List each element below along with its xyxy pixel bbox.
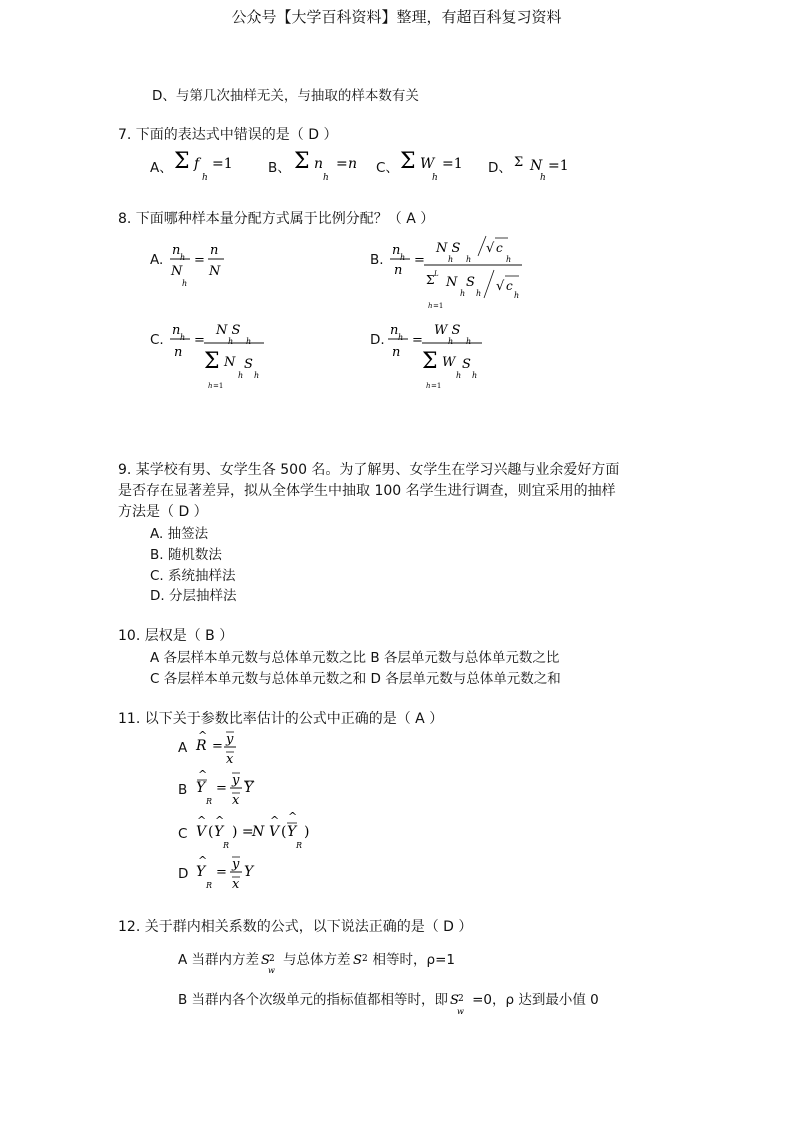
svg-text:=: = [194,333,205,348]
q8-a-label: A. [150,252,164,268]
q12-a-text3: 相等时，ρ=1 [372,952,456,968]
svg-text:h: h [180,333,186,342]
svg-text:=: = [414,253,425,268]
svg-text:): ) [304,824,310,840]
svg-text:y: y [232,773,240,788]
q12-a-text2: 与总体方差 [283,952,351,968]
svg-text:S: S [466,275,475,290]
svg-text:^: ^ [198,729,208,742]
svg-text:2: 2 [269,954,275,964]
svg-text:S: S [450,993,459,1008]
svg-text:^: ^ [198,854,208,867]
svg-text:=: = [212,739,223,754]
q11-d-formula [194,852,274,896]
svg-text:Σ: Σ [422,349,438,374]
svg-text:h: h [448,255,454,264]
q11-a-formula [194,728,254,770]
svg-text:=: = [216,865,227,880]
svg-text:N: N [446,275,458,290]
svg-text:Y: Y [196,780,206,796]
svg-text:N S: N S [216,323,241,338]
q8-b-label: B. [370,252,384,268]
svg-text:S: S [261,953,270,968]
svg-text:h: h [254,371,260,380]
svg-text:y: y [232,857,240,872]
svg-text:h: h [246,337,252,346]
svg-text:h: h [448,337,454,346]
svg-text:^: ^ [215,814,225,827]
svg-text:h: h [506,255,512,264]
q10-options-line2: C 各层样本单元数与总体单元数之和 D 各层单元数与总体单元数之和 [150,671,561,687]
svg-text:=1: =1 [213,382,224,390]
svg-text:h: h [400,253,406,262]
svg-text:=1: =1 [548,158,569,174]
q9-option-c: C. 系统抽样法 [150,568,236,584]
svg-text:h: h [180,253,186,262]
svg-text:h: h [398,333,404,342]
svg-text:Σ: Σ [294,149,310,174]
q12-b-sw2 [448,992,472,1016]
q11-d-label: D [178,866,189,882]
svg-text:x: x [232,877,240,892]
q11-stem: 11. 以下关于参数比率估计的公式中正确的是（ A ） [118,711,444,727]
svg-text:2: 2 [458,994,464,1004]
q7-stem: 7. 下面的表达式中错误的是（ D ） [118,127,338,143]
svg-text:R: R [206,797,213,806]
svg-text:√: √ [496,279,505,294]
svg-text:=1: =1 [442,156,463,172]
svg-text:h: h [466,337,472,346]
svg-text:h: h [476,289,482,298]
svg-text:V: V [269,824,280,840]
svg-text:=1: =1 [431,382,442,390]
svg-text:h: h [456,371,462,380]
svg-text:w: w [457,1007,464,1016]
svg-text:n: n [392,345,401,360]
q12-a-sw2 [259,952,283,974]
svg-text:h: h [323,173,329,183]
svg-text:Y: Y [287,824,297,840]
svg-text:h: h [460,289,466,298]
svg-text:h: h [540,173,546,183]
svg-text:R: R [196,738,207,754]
svg-text:^: ^ [270,814,280,827]
q12-stem: 12. 关于群内相关系数的公式，以下说法正确的是（ D ） [118,919,473,935]
q11-c-label: C [178,826,188,842]
q11-c-formula [194,812,324,854]
q7-b-label: B、 [268,160,291,176]
svg-text:h: h [228,337,234,346]
q9-stem-line1: 9. 某学校有男、女学生各 500 名。为了解男、女学生在学习兴趣与业余爱好方面 [118,462,620,478]
q7-a-label: A、 [150,160,173,176]
q8-d-label: D. [370,332,385,348]
q12-option-b [178,988,599,1016]
svg-text:h: h [182,279,188,288]
q9-option-d: D. 分层抽样法 [150,588,237,604]
svg-text:h: h [514,291,520,300]
q11-a-label: A [178,740,188,756]
q7-a-formula [172,148,242,184]
svg-text:S: S [244,357,253,372]
svg-text:h: h [472,371,478,380]
svg-text:W S: W S [434,323,461,338]
svg-text:(: ( [208,824,214,840]
q11-b-label: B [178,782,188,798]
svg-text:N: N [530,158,543,174]
q7-c-formula [398,148,478,184]
svg-text:n: n [172,323,181,338]
svg-text:h: h [202,173,208,183]
svg-text:2: 2 [361,954,368,964]
svg-text:S: S [352,953,362,967]
svg-text:h: h [238,371,244,380]
svg-text:N: N [224,355,236,370]
svg-text:h: h [428,302,433,310]
svg-text:W: W [442,355,456,370]
svg-text:n: n [172,243,181,258]
svg-text:c: c [496,241,503,255]
svg-text:n: n [394,263,403,278]
q8-a-formula [168,238,248,290]
svg-text:L: L [434,270,439,278]
svg-text:√: √ [486,241,495,256]
svg-text:(: ( [281,824,287,840]
q12-b-text2: =0，ρ 达到最小值 0 [472,992,599,1008]
q7-c-label: C、 [376,160,399,176]
svg-text:x: x [232,793,240,808]
svg-text:y: y [226,732,234,747]
q12-b-text1: B 当群内各个次级单元的指标值都相等时，即 [178,992,449,1008]
q10-options-line1: A 各层样本单元数与总体单元数之比 B 各层单元数与总体单元数之比 [150,650,560,666]
q8-c-formula [168,318,278,394]
svg-text:N S: N S [436,241,461,256]
svg-text:Σ: Σ [400,149,416,174]
q9-option-b: B. 随机数法 [150,547,222,563]
svg-text:R: R [206,881,213,890]
svg-text:Y: Y [244,780,254,796]
svg-text:n: n [392,243,401,258]
q8-d-formula [386,318,496,394]
q8-stem: 8. 下面哪种样本量分配方式属于比例分配？（ A ） [118,211,435,227]
svg-text:n: n [390,323,399,338]
page-header: 公众号【大学百科资料】整理，有超百科复习资料 [231,8,562,26]
svg-text:^: ^ [197,814,207,827]
svg-text:=: = [336,156,348,172]
svg-text:h: h [426,382,431,390]
q8-b-formula [388,232,538,312]
svg-text:=1: =1 [433,302,444,310]
svg-text:c: c [506,279,513,293]
svg-text:w: w [268,966,275,974]
q7-d-formula [510,148,590,184]
svg-text:h: h [208,382,213,390]
svg-text:N: N [171,264,183,279]
svg-text:N: N [252,824,265,840]
svg-text:n: n [314,156,324,172]
svg-text:N: N [209,264,221,279]
svg-text:f: f [194,156,200,172]
svg-text:=: = [216,781,227,796]
svg-text:=1: =1 [212,156,233,172]
svg-text:V: V [196,824,207,840]
svg-text:=: = [194,253,205,268]
q9-stem-line2: 是否存在显著差异，拟从全体学生中抽取 100 名学生进行调查，则宜采用的抽样 [118,483,616,499]
svg-text:n: n [174,345,183,360]
svg-text:R: R [296,841,303,850]
q10-stem: 10. 层权是（ B ） [118,628,234,644]
svg-text:^: ^ [288,812,298,823]
q7-b-formula [292,148,372,184]
q12-a-s2 [351,951,373,967]
svg-text:Y: Y [244,864,254,880]
svg-text:h: h [466,255,472,264]
svg-text:Σ: Σ [514,155,524,170]
svg-text:Y: Y [214,824,224,840]
svg-text:Σ: Σ [426,273,435,287]
svg-text:W: W [420,156,435,172]
q7-d-label: D、 [488,160,512,176]
svg-text:Σ: Σ [174,149,190,174]
q9-stem-line3: 方法是（ D ） [118,504,208,520]
q8-c-label: C. [150,332,164,348]
q7-options [150,148,590,184]
svg-text:h: h [432,173,438,183]
q6-option-d: D、与第几次抽样无关，与抽取的样本数有关 [152,88,419,104]
q12-a-text1: A 当群内方差 [178,952,260,968]
svg-text:n: n [210,243,219,258]
q9-option-a: A. 抽签法 [150,526,209,542]
svg-text:R: R [223,841,230,850]
svg-text:Y: Y [196,864,206,880]
svg-text:=: = [412,333,423,348]
svg-text:S: S [462,357,471,372]
q12-option-a [178,948,455,974]
svg-text:n: n [348,156,358,172]
q11-b-formula [194,768,274,812]
svg-text:^: ^ [198,768,208,781]
svg-text:x: x [226,752,234,767]
svg-text:) =: ) = [232,824,254,840]
svg-text:Σ: Σ [204,349,220,374]
